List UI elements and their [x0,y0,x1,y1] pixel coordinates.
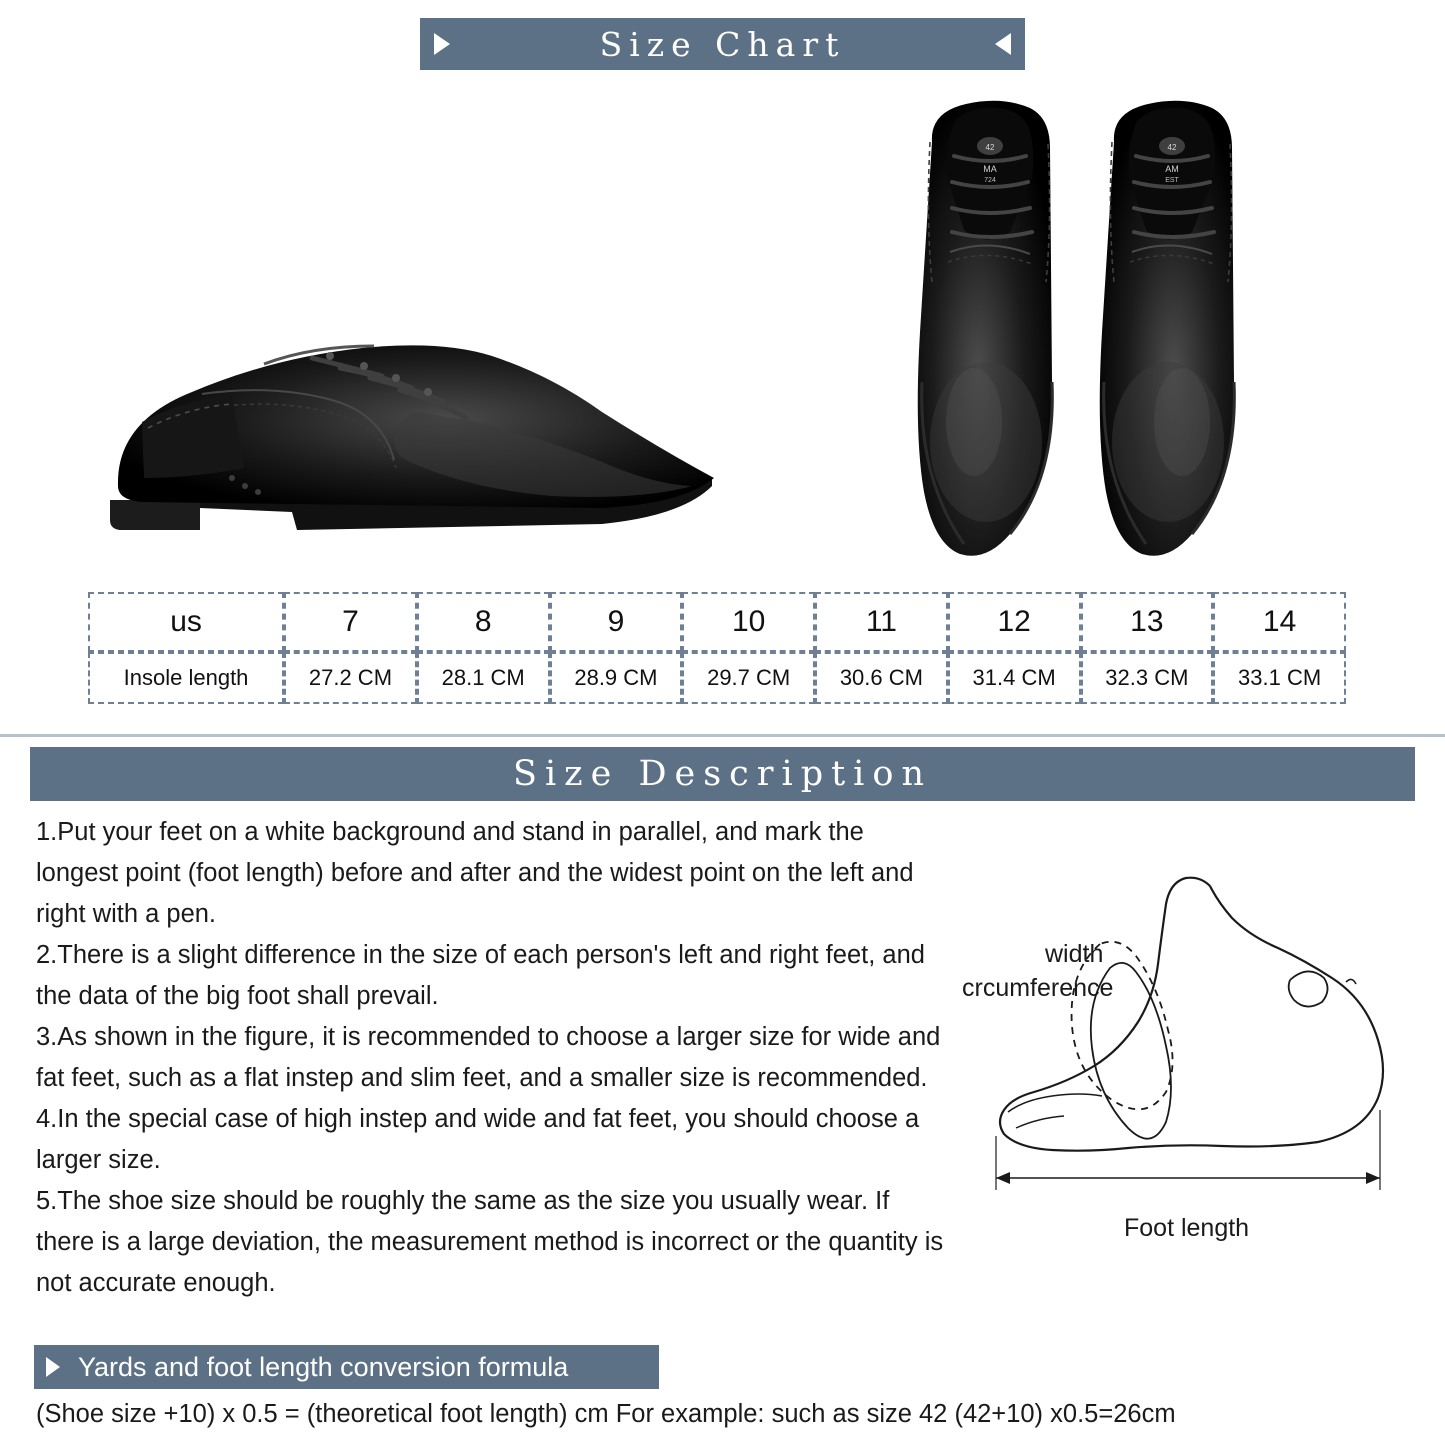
table-cell-us-7: 14 [1213,592,1346,652]
svg-text:724: 724 [984,177,996,184]
table-row-us [88,592,1346,652]
triangle-left-icon [995,33,1011,55]
description-item-4: 4.In the special case of high instep and wide and fat feet, you should choose a larger size. [36,1105,920,1174]
size-description-text [36,812,946,1304]
size-chart-banner-wrap [0,0,1445,75]
svg-text:42: 42 [1167,143,1177,152]
table-cell-us-5: 12 [948,592,1081,652]
description-item-1: 1.Put your feet on a white background and stand in parallel, and mark the longest point (foot length) before and after and the widest point on the left and right with a pen. [36,818,914,928]
table-cell-insole-3: 29.7 CM [682,652,815,704]
table-cell-us-1: 8 [417,592,550,652]
svg-text:EST: EST [1165,177,1179,184]
table-cell-insole-0: 27.2 CM [284,652,417,704]
table-cell-us-4: 11 [815,592,948,652]
conversion-formula-text: (Shoe size +10) x 0.5 = (theoretical foot length) cm For example: such as size 42 (42+10) x0.5=26cm [36,1400,1176,1428]
conversion-formula-label: Yards and foot length conversion formula [78,1351,569,1382]
table-cell-insole-6: 32.3 CM [1081,652,1214,704]
product-images [0,72,1445,582]
table-cell-insole-5: 31.4 CM [948,652,1081,704]
shoe-top-view-image [890,82,1250,582]
svg-text:AM: AM [1165,164,1179,174]
foot-diagram-label-circumference: crcumference [962,974,1114,1002]
svg-text:MA: MA [983,164,997,174]
conversion-formula-bar [34,1345,659,1389]
table-row-insole-length [88,652,1346,704]
table-cell-insole-4: 30.6 CM [815,652,948,704]
table-cell-us-3: 10 [682,592,815,652]
shoe-side-view-image [82,272,722,572]
size-chart-banner [420,18,1025,70]
triangle-right-icon [46,1357,60,1377]
svg-text:42: 42 [985,143,995,152]
table-cell-us-2: 9 [550,592,683,652]
page-title: Size Chart [599,24,846,64]
description-item-3: 3.As shown in the figure, it is recommended to choose a larger size for wide and fat feet, such as a flat instep and slim feet, and a smaller size is recommended. [36,1023,941,1092]
table-cell-us-0: 7 [284,592,417,652]
table-cell-insole-7: 33.1 CM [1213,652,1346,704]
table-cell-us-6: 13 [1081,592,1214,652]
table-cell-insole-1: 28.1 CM [417,652,550,704]
row-label-insole-length: Insole length [88,652,284,704]
table-cell-insole-2: 28.9 CM [550,652,683,704]
foot-diagram-label-foot-length: Foot length [1124,1214,1250,1242]
description-item-2: 2.There is a slight difference in the size of each person's left and right feet, and the data of the big foot shall prevail. [36,941,925,1010]
foot-measurement-diagram [960,860,1420,1260]
size-description-banner [30,747,1415,801]
section-divider [0,734,1445,737]
triangle-right-icon [434,33,450,55]
size-description-title: Size Description [513,754,932,794]
row-label-us: us [88,592,284,652]
foot-diagram-label-width: width [1045,940,1104,968]
size-table [88,592,1346,704]
description-item-5: 5.The shoe size should be roughly the same as the size you usually wear. If there is a large deviation, the measurement method is incorrect or the quantity is not accurate enough. [36,1187,944,1297]
